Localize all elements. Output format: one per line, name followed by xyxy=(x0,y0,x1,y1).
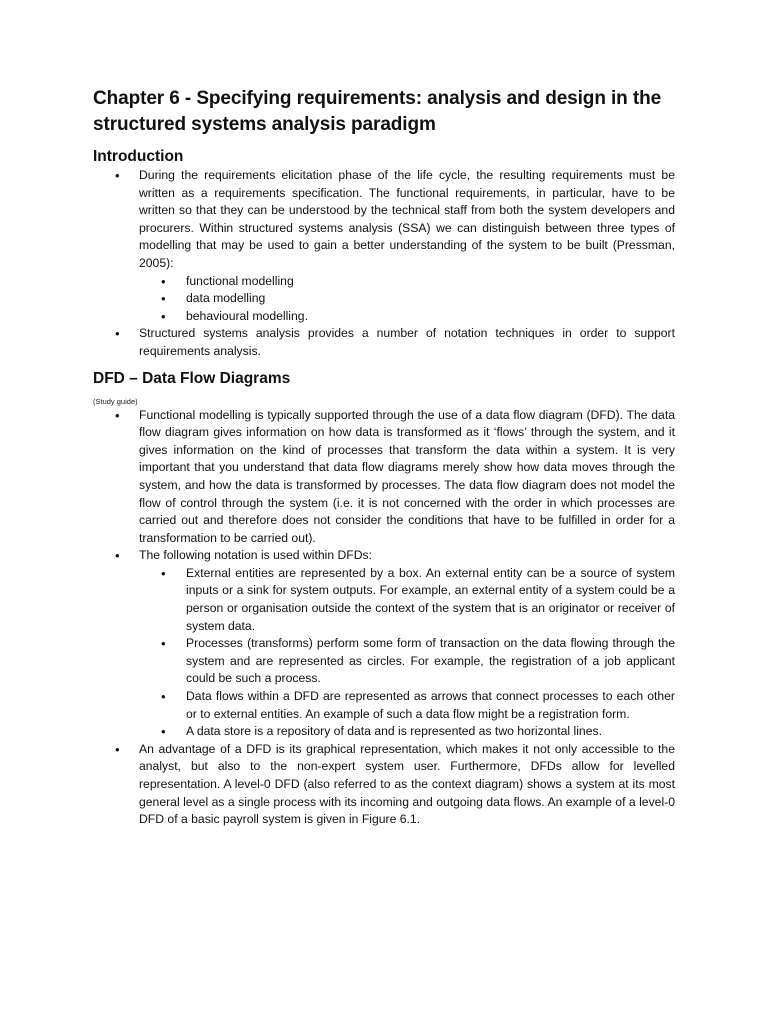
list-item xyxy=(93,325,675,360)
page-content xyxy=(93,86,675,829)
introduction-list xyxy=(93,167,675,361)
list-item-text: Functional modelling is typically supported through the use of a data flow diagram (DFD). The data flow diagram gives information on how data is transformed as it ‘flows’ through the system, and it gives information on the kind of processes that transform the data within a system. It is very important that you understand that data flow diagrams merely show how data moves through the system, and how the data is transformed by processes. The data flow diagram does not model the flow of control through the system (i.e. it is not concerned with the order in which processes are carried out and therefore does not consider the conditions that have to be fulfilled in order for a transformation to be carried out). xyxy=(139,407,675,545)
list-item xyxy=(93,741,675,829)
dfd-heading: DFD – Data Flow Diagrams xyxy=(93,369,291,387)
sublist-item-text: A data store is a repository of data and is represented as two horizontal lines. xyxy=(186,724,602,739)
bullet-icon: • xyxy=(161,636,166,652)
bullet-icon: • xyxy=(161,291,166,307)
notation-list xyxy=(139,565,675,741)
sublist-item xyxy=(139,308,675,326)
sublist-item xyxy=(139,688,675,723)
bullet-icon: • xyxy=(115,326,120,342)
sublist-item xyxy=(139,723,675,741)
sublist-item xyxy=(139,290,675,308)
bullet-icon: • xyxy=(115,548,120,564)
sublist-item-text: functional modelling xyxy=(186,273,294,288)
list-item-text: The following notation is used within DFDs: xyxy=(139,548,373,563)
sublist-item-text: Processes (transforms) perform some form of transaction on the data flowing through the system and are represented as circles. For example, the registration of a job applicant could be such a process. xyxy=(186,636,675,686)
list-item xyxy=(93,407,675,548)
introduction-heading: Introduction xyxy=(93,148,184,165)
sublist-item-text: External entities are represented by a box. An external entity can be a source of system inputs or a sink for system outputs. For example, an external entity of a system could be a person or organisation outside the context of the system that is an originator or receiver of system data. xyxy=(186,565,675,633)
bullet-icon: • xyxy=(161,565,166,581)
list-item-text: During the requirements elicitation phase of the life cycle, the resulting requirements must be written as a requirements specification. The functional requirements, in particular, have to be written so that they can be understood by the technical staff from both the system developers and procurers. Within structured systems analysis (SSA) we can distinguish between three types of modelling that may be used to gain a better understanding of the system to be built (Pressman, 2005): xyxy=(139,168,675,270)
list-item-text: Structured systems analysis provides a number of notation techniques in order to support requirements analysis. xyxy=(139,326,675,358)
bullet-icon: • xyxy=(115,407,120,423)
list-item xyxy=(93,167,675,325)
sublist-item-text: data modelling xyxy=(186,291,266,306)
bullet-icon: • xyxy=(161,308,166,324)
chapter-title: Chapter 6 - Specifying requirements: analysis and design in the structured systems analysis paradigm xyxy=(93,88,662,135)
sublist-item xyxy=(139,635,675,688)
modelling-types-list xyxy=(139,273,675,326)
sublist-item xyxy=(139,565,675,635)
bullet-icon: • xyxy=(161,724,166,740)
study-guide-note: (Study guide) xyxy=(93,396,138,406)
bullet-icon: • xyxy=(161,273,166,289)
sublist-item xyxy=(139,273,675,291)
list-item-text: An advantage of a DFD is its graphical representation, which makes it not only accessible to the analyst, but also to the non-expert system user. Furthermore, DFDs allow for levelled representation. A level-0 DFD (also referred to as the context diagram) shows a system at its most general level as a single process with its incoming and outgoing data flows. An example of a level-0 DFD of a basic payroll system is given in Figure 6.1. xyxy=(139,741,675,827)
sublist-item-text: Data flows within a DFD are represented as arrows that connect processes to each other or to external entities. An example of such a data flow might be a registration form. xyxy=(186,689,675,721)
bullet-icon: • xyxy=(115,168,120,183)
bullet-icon: • xyxy=(161,689,166,705)
bullet-icon: • xyxy=(115,741,120,757)
list-item xyxy=(93,547,675,741)
sublist-item-text: behavioural modelling. xyxy=(186,308,308,323)
dfd-list xyxy=(93,407,675,829)
